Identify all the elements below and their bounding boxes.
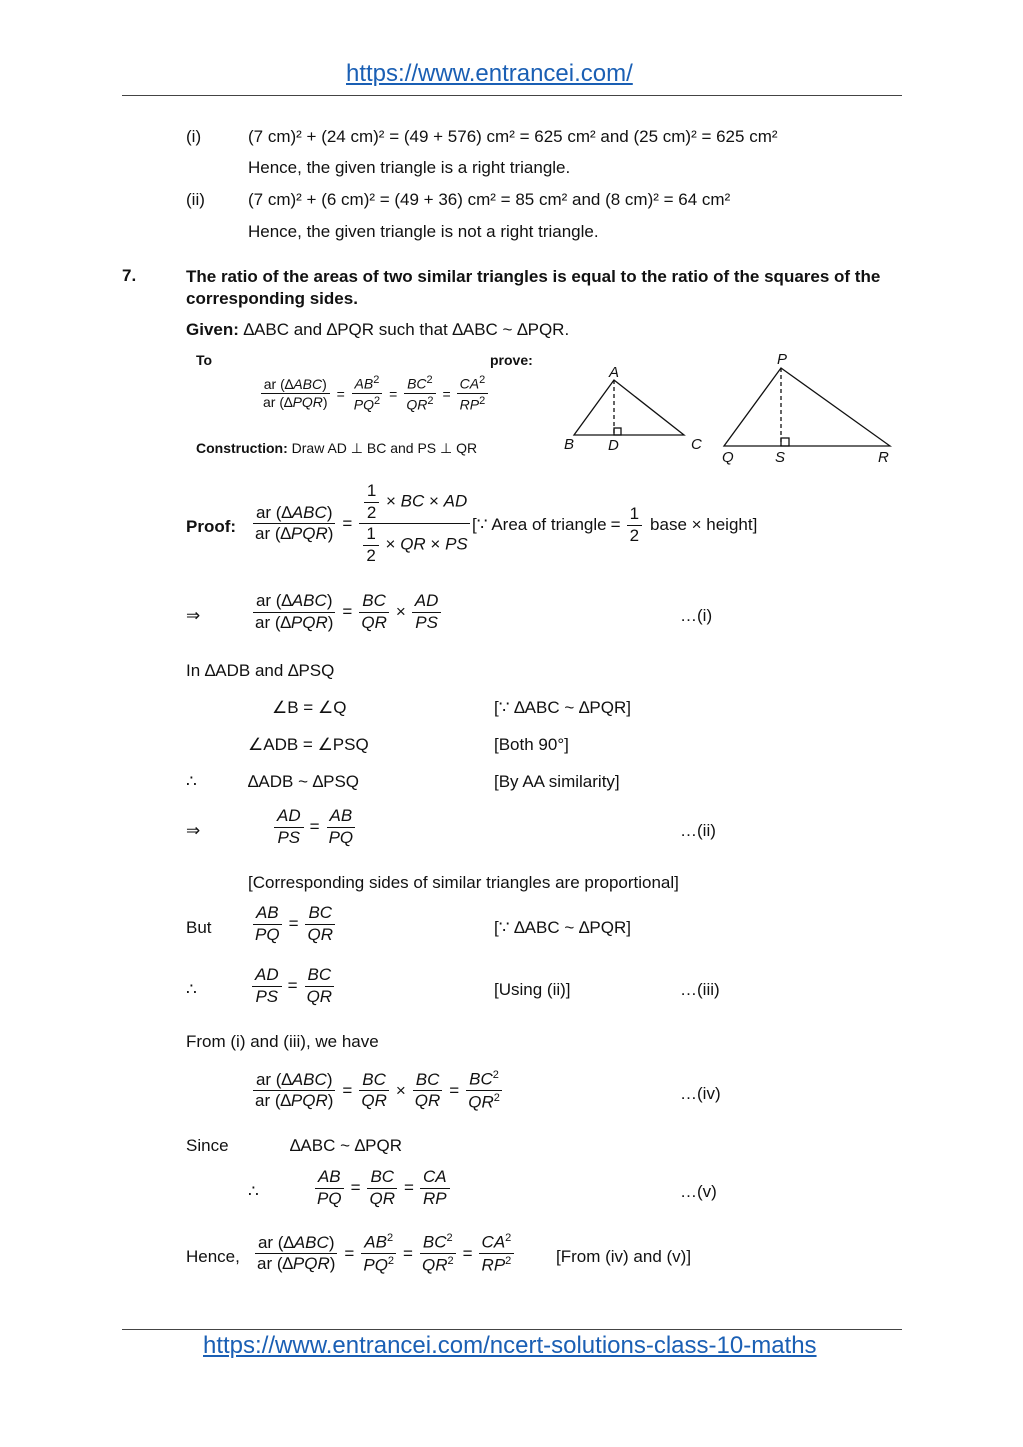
implies-symbol-2: ⇒ bbox=[186, 821, 201, 840]
tag-i: …(i) bbox=[680, 606, 713, 625]
hence-reason: [From (iv) and (v)] bbox=[556, 1247, 692, 1266]
triangle-abc bbox=[574, 380, 684, 435]
but-label: But bbox=[186, 918, 212, 937]
given-line bbox=[186, 320, 569, 340]
part-i-equation: (7 cm)² + (24 cm)² = (49 + 576) cm² = 625 cm² and (25 cm)² = 625 cm² bbox=[248, 127, 778, 146]
footer-divider bbox=[122, 1329, 902, 1330]
to-prove-equation: $\frac{\text{ar (∆ABC)}}{\text{ar (∆PQR)}}$ = $\frac{AB^2}{PQ^2}$ = $\frac{BC^2}{QR^2}$ = $\frac{CA^2}{RP^2}$ bbox=[258, 374, 490, 413]
angle-adb-psq: ∠ADB = ∠PSQ bbox=[248, 735, 369, 754]
given-text: ∆ABC and ∆PQR such that ∆ABC ~ ∆PQR. bbox=[243, 320, 570, 339]
label-c: C bbox=[691, 436, 702, 453]
tag-v: …(v) bbox=[680, 1182, 717, 1201]
given-label: Given: bbox=[186, 320, 239, 339]
using-reason: [Using (ii)] bbox=[494, 980, 571, 999]
since-label: Since bbox=[186, 1136, 229, 1155]
part-ii-equation: (7 cm)² + (6 cm)² = (49 + 36) cm² = 85 cm² and (8 cm)² = 64 cm² bbox=[248, 190, 731, 209]
label-s: S bbox=[775, 449, 786, 466]
header-link[interactable]: https://www.entrancei.com/ bbox=[346, 60, 633, 87]
footer-link[interactable]: https://www.entrancei.com/ncert-solutions-class-10-maths bbox=[203, 1332, 817, 1359]
triangle-pqr bbox=[724, 368, 890, 446]
construction-text: Draw AD ⊥ BC and PS ⊥ QR bbox=[291, 440, 478, 456]
part-ii-label: (ii) bbox=[186, 190, 205, 209]
part-i-label: (i) bbox=[186, 127, 202, 146]
header-divider bbox=[122, 95, 902, 96]
proof-reason-end: base × height] bbox=[650, 515, 758, 535]
equation-ii: $\frac{AD}{PS}$ = $\frac{AB}{PQ}$ bbox=[272, 807, 358, 847]
angle-b-q: ∠B = ∠Q bbox=[272, 698, 347, 717]
equation-but: $\frac{AB}{PQ}$ = $\frac{BC}{QR}$ bbox=[250, 904, 338, 944]
tag-iii: …(iii) bbox=[680, 980, 720, 999]
from-line: From (i) and (iii), we have bbox=[186, 1032, 379, 1051]
triangles-figure bbox=[556, 350, 906, 470]
part-i-conclusion: Hence, the given triangle is a right triangle. bbox=[248, 158, 571, 177]
right-angle-s bbox=[781, 438, 789, 446]
proof-reason-text: [∵ Area of triangle bbox=[472, 515, 607, 535]
hence-label: Hence, bbox=[186, 1247, 240, 1266]
tag-iv: …(iv) bbox=[680, 1084, 721, 1103]
therefore-symbol-1: ∴ bbox=[186, 772, 197, 791]
question-number: 7. bbox=[122, 266, 137, 285]
label-d: D bbox=[608, 437, 619, 454]
construction-line bbox=[196, 440, 477, 457]
construction-label: Construction: bbox=[196, 440, 288, 456]
therefore-symbol-3: ∴ bbox=[248, 1182, 259, 1201]
therefore-symbol-2: ∴ bbox=[186, 980, 197, 999]
label-r: R bbox=[878, 449, 889, 466]
part-ii-conclusion: Hence, the given triangle is not a right triangle. bbox=[248, 222, 599, 241]
angle-adb-reason: [Both 90°] bbox=[494, 735, 569, 754]
equation-iii: $\frac{AD}{PS}$ = $\frac{BC}{QR}$ bbox=[250, 966, 337, 1006]
proof-label: Proof: bbox=[186, 517, 237, 536]
equation-i: $\frac{\text{ar (∆ABC)}}{\text{ar (∆PQR)}}$ = $\frac{BC}{QR}$ × $\frac{AD}{PS}$ bbox=[250, 592, 443, 632]
implies-symbol-1: ⇒ bbox=[186, 606, 201, 625]
in-triangles-line: In ∆ADB and ∆PSQ bbox=[186, 661, 335, 680]
but-reason: [∵ ∆ABC ~ ∆PQR] bbox=[494, 918, 631, 937]
corresponding-note: [Corresponding sides of similar triangles are proportional] bbox=[248, 873, 679, 892]
question-statement: The ratio of the areas of two similar triangles is equal to the ratio of the squares of the corresponding sides. bbox=[186, 267, 881, 308]
label-a: A bbox=[609, 364, 620, 381]
similarity-statement: ∆ADB ~ ∆PSQ bbox=[248, 772, 360, 791]
label-b: B bbox=[564, 436, 575, 453]
proof-equation: $\frac{\text{ar (∆ABC)}}{\text{ar (∆PQR)}}$ = $\frac{1}{2}$ × BC × AD $\frac{1}{2}$ × QR × PS bbox=[250, 482, 473, 566]
prove-label: prove: bbox=[490, 352, 533, 368]
to-label: To bbox=[196, 352, 213, 368]
final-equation: $\frac{\text{ar (∆ABC)}}{\text{ar (∆PQR)}}$ = $\frac{AB^2}{PQ^2}$ = $\frac{BC^2}{QR^2}$ = $\frac{CA^2}{RP^2}$ bbox=[252, 1232, 516, 1276]
tag-ii: …(ii) bbox=[680, 821, 716, 840]
since-text: ∆ABC ~ ∆PQR bbox=[290, 1136, 402, 1155]
equation-v: $\frac{AB}{PQ}$ = $\frac{BC}{QR}$ = $\frac{CA}{RP}$ bbox=[312, 1168, 452, 1208]
similarity-reason: [By AA similarity] bbox=[494, 772, 620, 791]
label-p: P bbox=[777, 351, 788, 368]
proof-reason: [∵ Area of triangle = $\frac{1}{2}$ base × height] bbox=[472, 504, 758, 545]
equation-iv: $\frac{\text{ar (∆ABC)}}{\text{ar (∆PQR)}}$ = $\frac{BC}{QR}$ × $\frac{BC}{QR}$ = $\frac{BC^2}{QR^2}$ bbox=[250, 1069, 505, 1113]
right-angle-d bbox=[614, 428, 621, 435]
angle-b-reason: [∵ ∆ABC ~ ∆PQR] bbox=[494, 698, 631, 717]
label-q: Q bbox=[722, 449, 734, 466]
